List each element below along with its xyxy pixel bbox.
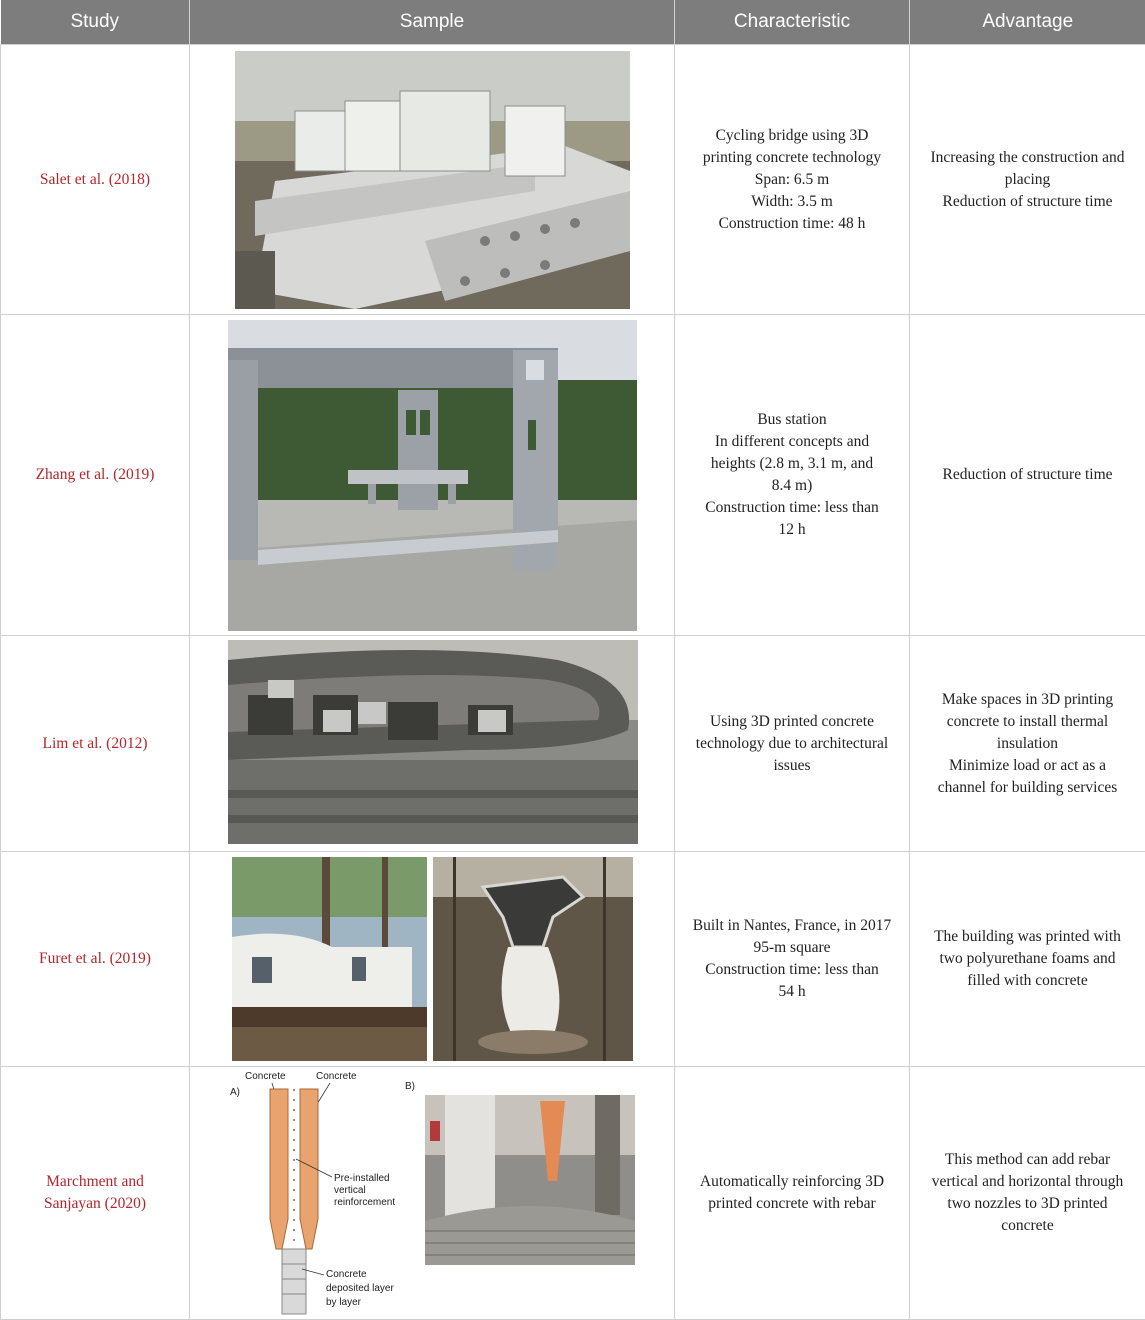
characteristic-line: technology due to architectural (685, 733, 899, 755)
characteristic-line: issues (685, 755, 899, 777)
advantage-line: Make spaces in 3D printing (920, 689, 1135, 711)
study-link[interactable]: Lim et al. (2012) (11, 733, 179, 755)
sample-cell (190, 636, 675, 852)
bus-station-photo (228, 320, 637, 631)
advantage-cell (910, 45, 1145, 315)
advantage-cell (910, 852, 1145, 1067)
characteristic-line: Span: 6.5 m (685, 169, 899, 191)
study-link[interactable]: Marchment and (11, 1171, 179, 1193)
deposited-label-line2: deposited layer (326, 1283, 394, 1294)
characteristic-line: In different concepts and (685, 431, 899, 453)
table-row (1, 315, 1145, 636)
rebar-nozzle-photo (405, 1081, 635, 1305)
advantage-line: filled with concrete (920, 970, 1135, 992)
study-link[interactable]: Furet et al. (2019) (11, 948, 179, 970)
characteristic-line: Automatically reinforcing 3D (685, 1171, 899, 1193)
sample-cell (190, 45, 675, 315)
table-header-row (1, 0, 1145, 45)
deposited-label-line3: by layer (326, 1297, 362, 1308)
study-cell (1, 315, 190, 636)
advantage-line: Minimize load or act as a (920, 755, 1135, 777)
panel-a-label: A) (230, 1087, 240, 1098)
characteristic-cell (675, 636, 910, 852)
advantage-line: This method can add rebar (920, 1149, 1135, 1171)
sample-cell (190, 315, 675, 636)
characteristic-line: 95-m square (685, 937, 899, 959)
house-aerial-photo (433, 857, 633, 1061)
column-header-characteristic: Characteristic (675, 0, 910, 45)
characteristic-line: Using 3D printed concrete (685, 711, 899, 733)
study-link[interactable]: Zhang et al. (2019) (11, 464, 179, 486)
characteristic-line: Bus station (685, 409, 899, 431)
advantage-line: Increasing the construction and (920, 147, 1135, 169)
panel-b-label: B) (405, 1081, 415, 1092)
characteristic-line: Construction time: less than (685, 959, 899, 981)
deposited-label-line1: Concrete (326, 1269, 367, 1280)
characteristic-cell (675, 45, 910, 315)
advantage-line: two nozzles to 3D printed (920, 1193, 1135, 1215)
characteristic-line: Construction time: 48 h (685, 213, 899, 235)
characteristic-line: 8.4 m) (685, 475, 899, 497)
advantage-line: vertical and horizontal through (920, 1171, 1135, 1193)
nozzle-diagram (230, 1069, 420, 1317)
column-header-advantage: Advantage (910, 0, 1145, 45)
concrete-right-label: Concrete (316, 1071, 357, 1082)
study-cell (1, 636, 190, 852)
characteristic-cell (675, 852, 910, 1067)
characteristic-cell (675, 315, 910, 636)
advantage-line: The building was printed with (920, 926, 1135, 948)
reinforcement-label-line1: Pre-installed (334, 1173, 390, 1184)
characteristic-cell (675, 1067, 910, 1320)
column-header-study: Study (1, 0, 190, 45)
characteristic-line: Construction time: less than (685, 497, 899, 519)
study-link[interactable]: Sanjayan (2020) (11, 1193, 179, 1215)
advantage-line: concrete (920, 1215, 1135, 1237)
characteristic-line: printing concrete technology (685, 147, 899, 169)
table-row (1, 45, 1145, 315)
reinforcement-label-line2: vertical (334, 1185, 366, 1196)
table-row (1, 1067, 1145, 1320)
characteristic-line: 54 h (685, 981, 899, 1003)
sample-cell (190, 1067, 675, 1320)
printed-wall-photo (228, 640, 638, 844)
characteristic-line: Built in Nantes, France, in 2017 (685, 915, 899, 937)
characteristic-line: Cycling bridge using 3D (685, 125, 899, 147)
advantage-line: Reduction of structure time (920, 464, 1135, 486)
characteristic-line: 12 h (685, 519, 899, 541)
sample-cell (190, 852, 675, 1067)
advantage-cell (910, 636, 1145, 852)
characteristic-line: Width: 3.5 m (685, 191, 899, 213)
advantage-line: placing (920, 169, 1135, 191)
study-cell (1, 1067, 190, 1320)
advantage-cell (910, 315, 1145, 636)
characteristic-line: heights (2.8 m, 3.1 m, and (685, 453, 899, 475)
bridge-photo (235, 51, 630, 309)
characteristic-line: printed concrete with rebar (685, 1193, 899, 1215)
table-row (1, 636, 1145, 852)
reinforcement-label-line3: reinforcement (334, 1197, 395, 1208)
house-exterior-photo (232, 857, 427, 1061)
study-cell (1, 852, 190, 1067)
column-header-sample: Sample (190, 0, 675, 45)
table-row (1, 852, 1145, 1067)
advantage-line: concrete to install thermal (920, 711, 1135, 733)
advantage-line: Reduction of structure time (920, 191, 1135, 213)
advantage-line: two polyurethane foams and (920, 948, 1135, 970)
study-cell (1, 45, 190, 315)
advantage-line: insulation (920, 733, 1135, 755)
study-link[interactable]: Salet et al. (2018) (11, 169, 179, 191)
advantage-line: channel for building services (920, 777, 1135, 799)
concrete-left-label: Concrete (245, 1071, 286, 1082)
advantage-cell (910, 1067, 1145, 1320)
